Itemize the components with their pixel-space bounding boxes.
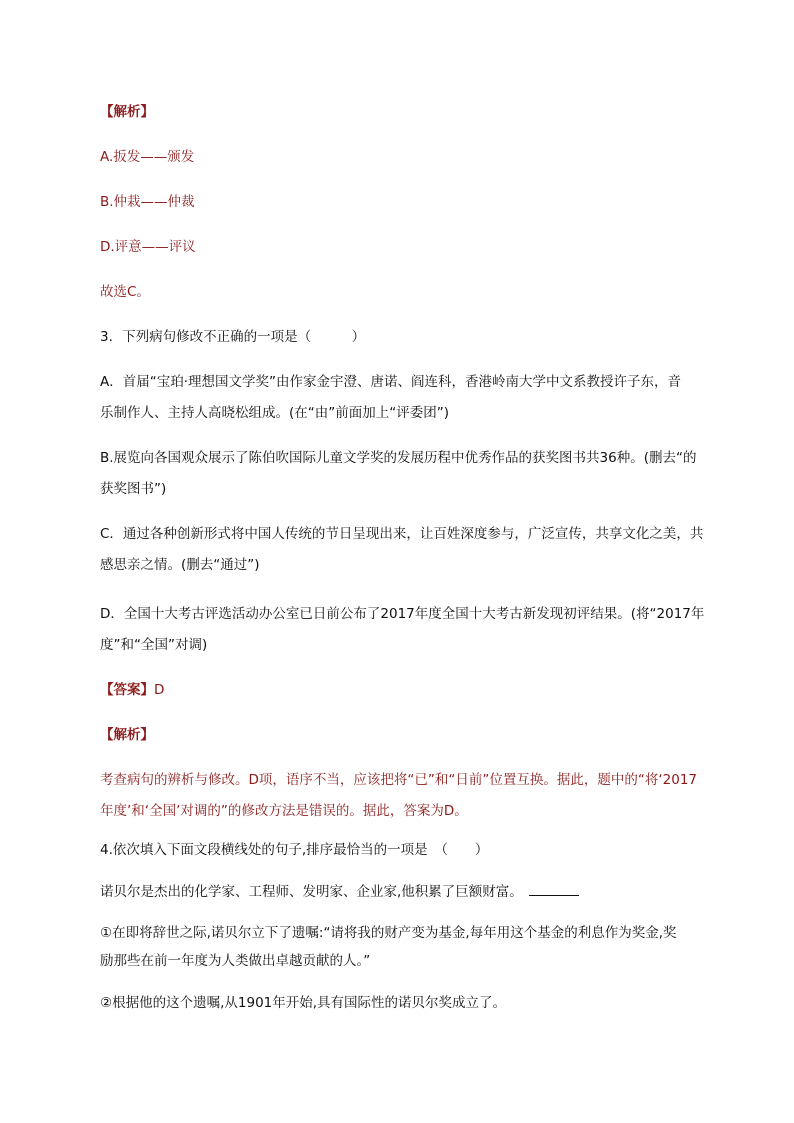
analysis-option-b: B.仲栽——仲裁 xyxy=(100,194,195,210)
analysis-option-d: D.评意——评议 xyxy=(100,239,196,255)
question-3-stem: 3．下列病句修改不正确的一项是（ ） xyxy=(100,329,366,345)
question-3-analysis-heading: 【解析】 xyxy=(100,727,154,743)
question-3-answer xyxy=(100,676,730,704)
question-3-explanation-line1: 考查病句的辨析与修改。D项，语序不当，应该把将“已”和“日前”位置互换。据此，题中的“将‘2017 xyxy=(100,772,698,788)
answer-label: 【答案】 xyxy=(100,682,154,698)
analysis-heading: 【解析】 xyxy=(100,104,154,120)
analysis-option-a: A.扳发——颁发 xyxy=(100,149,195,165)
question-3-option-b-line2: 获奖图书”) xyxy=(100,481,167,497)
question-4-item-2: ②根据他的这个遗嘱,从1901年开始,具有国际性的诺贝尔奖成立了。 xyxy=(100,995,507,1011)
question-3-option-d-line2: 度”和“全国”对调) xyxy=(100,637,208,653)
answer-value: D xyxy=(154,682,165,698)
question-3-option-d-line1: D．全国十大考古评选活动办公室已日前公布了2017年度全国十大考古新发现初评结果。(将“2017年 xyxy=(100,606,705,622)
question-3-option-a-line1: A．首届“宝珀·理想国文学奖”由作家金宇澄、唐诺、阎连科，香港岭南大学中文系教授许子东，音 xyxy=(100,374,682,390)
question-4-stem: 4.依次填入下面文段横线处的句子,排序最恰当的一项是 （ ） xyxy=(100,842,489,858)
fill-in-blank xyxy=(529,883,579,896)
passage-text: 诺贝尔是杰出的化学家、工程师、发明家、企业家,他积累了巨额财富。 xyxy=(100,884,523,900)
analysis-conclusion: 故选C。 xyxy=(100,284,150,300)
question-3-option-c-line2: 感思亲之情。(删去“通过”) xyxy=(100,557,260,573)
question-3-option-c-line1: C．通过各种创新形式将中国人传统的节日呈现出来，让百姓深度参与，广泛宣传，共享文化之美，共 xyxy=(100,526,704,542)
question-3-explanation-line2: 年度’和‘全国’对调的”的修改方法是错误的。据此，答案为D。 xyxy=(100,803,468,819)
question-4-passage xyxy=(100,878,730,906)
question-3-option-b-line1: B.展览向各国观众展示了陈伯吹国际儿童文学奖的发展历程中优秀作品的获奖图书共36种。(删去“的 xyxy=(100,450,697,466)
question-3-option-a-line2: 乐制作人、主持人高晓松组成。(在“由”前面加上“评委团”) xyxy=(100,405,450,421)
question-4-item-1-line2: 励那些在前一年度为人类做出卓越贡献的人。” xyxy=(100,953,371,969)
question-4-item-1-line1: ①在即将辞世之际,诺贝尔立下了遗嘱:“请将我的财产变为基金,每年用这个基金的利息作为奖金,奖 xyxy=(100,925,677,941)
